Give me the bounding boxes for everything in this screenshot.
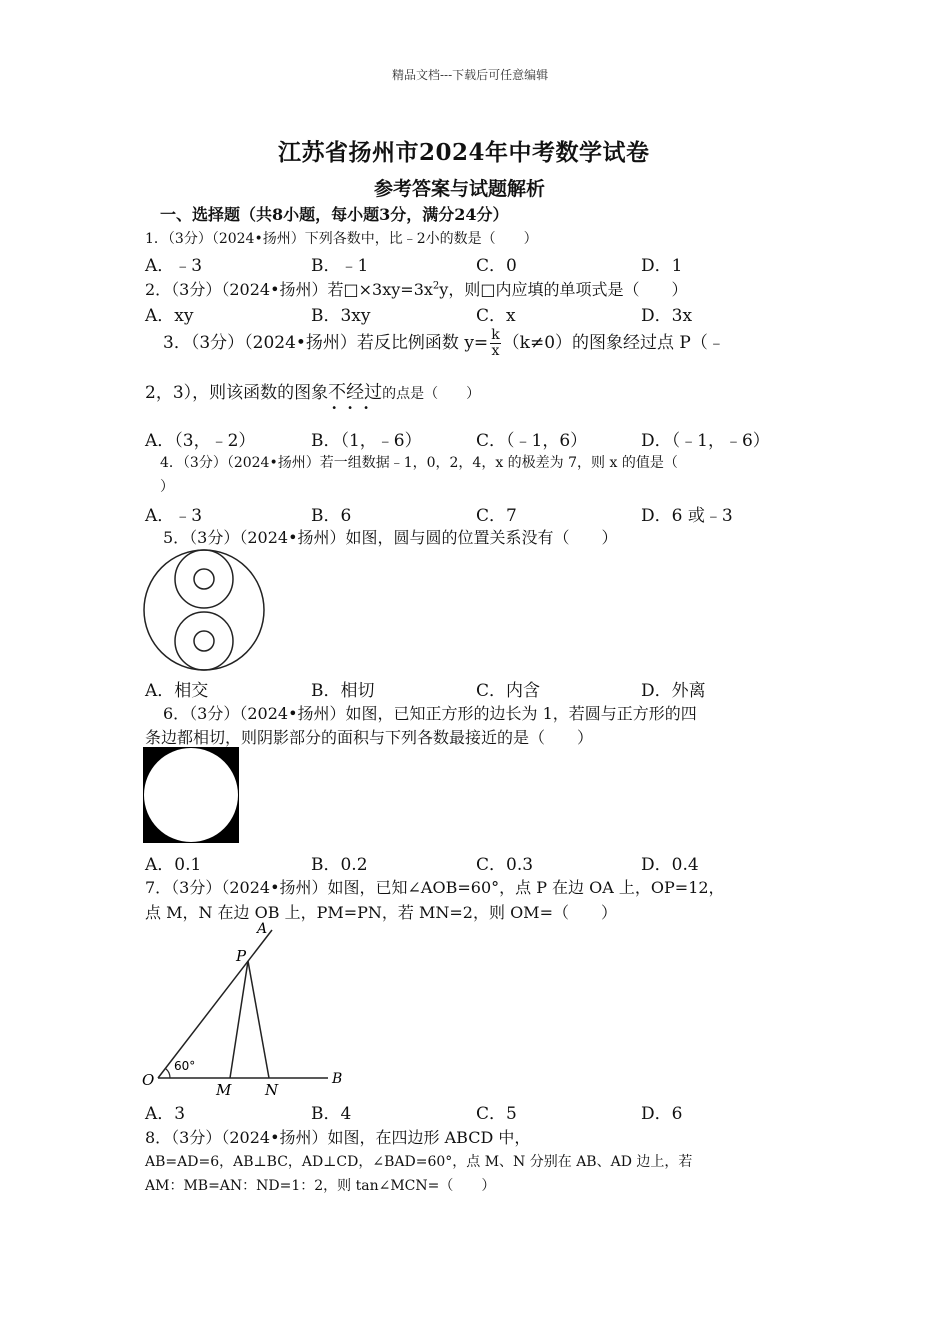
q6-square-figure (143, 747, 239, 843)
q3-line2-pre: 2，3），则该函数的图象 (145, 383, 329, 403)
label-m: M (216, 1081, 232, 1098)
q1-option-b: B．﹣1 (311, 256, 369, 276)
question-8-line2: AB=AD=6，AB⊥BC，AD⊥CD，∠BAD=60°，点 M、N 分别在 AB、AD 边上，若 (145, 1154, 693, 1170)
segment-pm (230, 961, 248, 1078)
q5-option-c: C．内含 (476, 681, 541, 701)
q4-option-c: C．7 (476, 506, 517, 526)
q4-option-b: B．6 (311, 506, 352, 526)
page-header: 精品文档---下载后可任意编辑 (392, 68, 549, 82)
ray-oa (158, 930, 272, 1078)
q3-option-a: A．（3，﹣2） (145, 431, 256, 451)
question-6-line2: 条边都相切，则阴影部分的面积与下列各数最接近的是（ ） (145, 728, 594, 747)
q7-option-b: B．4 (311, 1104, 352, 1124)
q7-option-a: A．3 (145, 1104, 186, 1124)
q3-text-post: （k≠0）的图象经过点 P（﹣ (502, 333, 725, 353)
q5-option-a: A．相交 (145, 681, 209, 701)
question-8-line1: 8．（3分）（2024•扬州）如图，在四边形 ABCD 中， (145, 1128, 531, 1147)
label-angle: 60° (174, 1059, 196, 1073)
page-title: 江苏省扬州市2024年中考数学试卷 (278, 139, 650, 166)
q2-option-b: B．3xy (311, 306, 371, 326)
q3-line2-post: 的点是（ ） (382, 386, 481, 402)
label-o: O (142, 1071, 155, 1089)
question-3-line2 (145, 378, 481, 414)
q2-text-pre: 2．（3分）（2024•扬州）若□×3xy=3x (145, 280, 433, 299)
label-p: P (236, 947, 247, 965)
question-5-text: 5．（3分）（2024•扬州）如图，圆与圆的位置关系没有（ ） (163, 528, 618, 547)
question-7-line1: 7．（3分）（2024•扬州）如图，已知∠AOB=60°，点 P 在边 OA 上，OP=12， (145, 878, 725, 897)
label-n: N (265, 1081, 279, 1098)
q3-option-d: D．（﹣1，﹣6） (641, 431, 770, 451)
question-8-line3: AM：MB=AN：ND=1：2，则 tan∠MCN=（ ） (145, 1178, 496, 1194)
q2-option-d: D．3x (641, 306, 693, 326)
q5-option-b: B．相切 (311, 681, 375, 701)
lower-small-circle (194, 631, 214, 651)
q3-option-b: B．（1，﹣6） (311, 431, 422, 451)
q3-fraction-denominator: x (491, 343, 500, 359)
q3-text-pre: 3．（3分）（2024•扬州）若反比例函数 y= (163, 333, 489, 353)
page-subtitle: 参考答案与试题解析 (374, 178, 546, 200)
angle-arc (166, 1069, 171, 1079)
section-heading: 一、选择题（共8小题，每小题3分，满分24分） (160, 205, 509, 224)
inscribed-circle (144, 748, 238, 842)
q5-option-d: D．外离 (641, 681, 706, 701)
question-1-text: 1．（3分）（2024•扬州）下列各数中，比﹣2小的数是（ ） (145, 231, 538, 247)
q3-fraction (490, 328, 500, 359)
q2-option-a: A．xy (145, 306, 194, 326)
q1-option-a: A．﹣3 (145, 256, 203, 276)
q1-option-d: D．1 (641, 256, 683, 276)
question-3-line1 (163, 328, 725, 359)
q4-option-a: A．﹣3 (145, 506, 203, 526)
question-4-text: 4．（3分）（2024•扬州）若一组数据﹣1，0，2，4，x 的极差为 7，则 x 的值是（ (160, 455, 678, 471)
q6-option-d: D．0.4 (641, 855, 699, 875)
question-4-text-cont: ） (160, 479, 174, 495)
q7-angle-figure (138, 918, 350, 1098)
q3-emphasis-text: 不经过 (328, 382, 383, 403)
label-a: A (257, 921, 268, 937)
q2-superscript: 2 (432, 280, 440, 292)
q3-emphasis-dots: ••• (331, 403, 379, 414)
lower-circle (175, 612, 233, 670)
q2-option-c: C．x (476, 306, 516, 326)
q7-option-c: C．5 (476, 1104, 517, 1124)
question-2-text (145, 277, 687, 300)
question-7-line2: 点 M，N 在边 OB 上，PM=PN，若 MN=2，则 OM=（ ） (145, 903, 617, 922)
question-6-line1: 6．（3分）（2024•扬州）如图，已知正方形的边长为 1，若圆与正方形的四 (163, 704, 697, 723)
label-b: B (332, 1071, 343, 1087)
q4-option-d: D．6 或﹣3 (641, 506, 733, 526)
q3-fraction-numerator: k (491, 327, 500, 343)
q5-circles-figure (140, 547, 268, 673)
upper-circle (175, 550, 233, 608)
q7-option-d: D．6 (641, 1104, 683, 1124)
q3-option-c: C．（﹣1，6） (476, 431, 588, 451)
q6-option-b: B．0.2 (311, 855, 368, 875)
q1-option-c: C．0 (476, 256, 517, 276)
q6-option-a: A．0.1 (145, 855, 202, 875)
q3-emphasis (328, 378, 383, 414)
upper-small-circle (194, 569, 214, 589)
q6-option-c: C．0.3 (476, 855, 534, 875)
segment-pn (248, 961, 269, 1078)
q2-text-post: y，则□内应填的单项式是（ ） (439, 280, 688, 299)
outer-circle (144, 550, 264, 670)
